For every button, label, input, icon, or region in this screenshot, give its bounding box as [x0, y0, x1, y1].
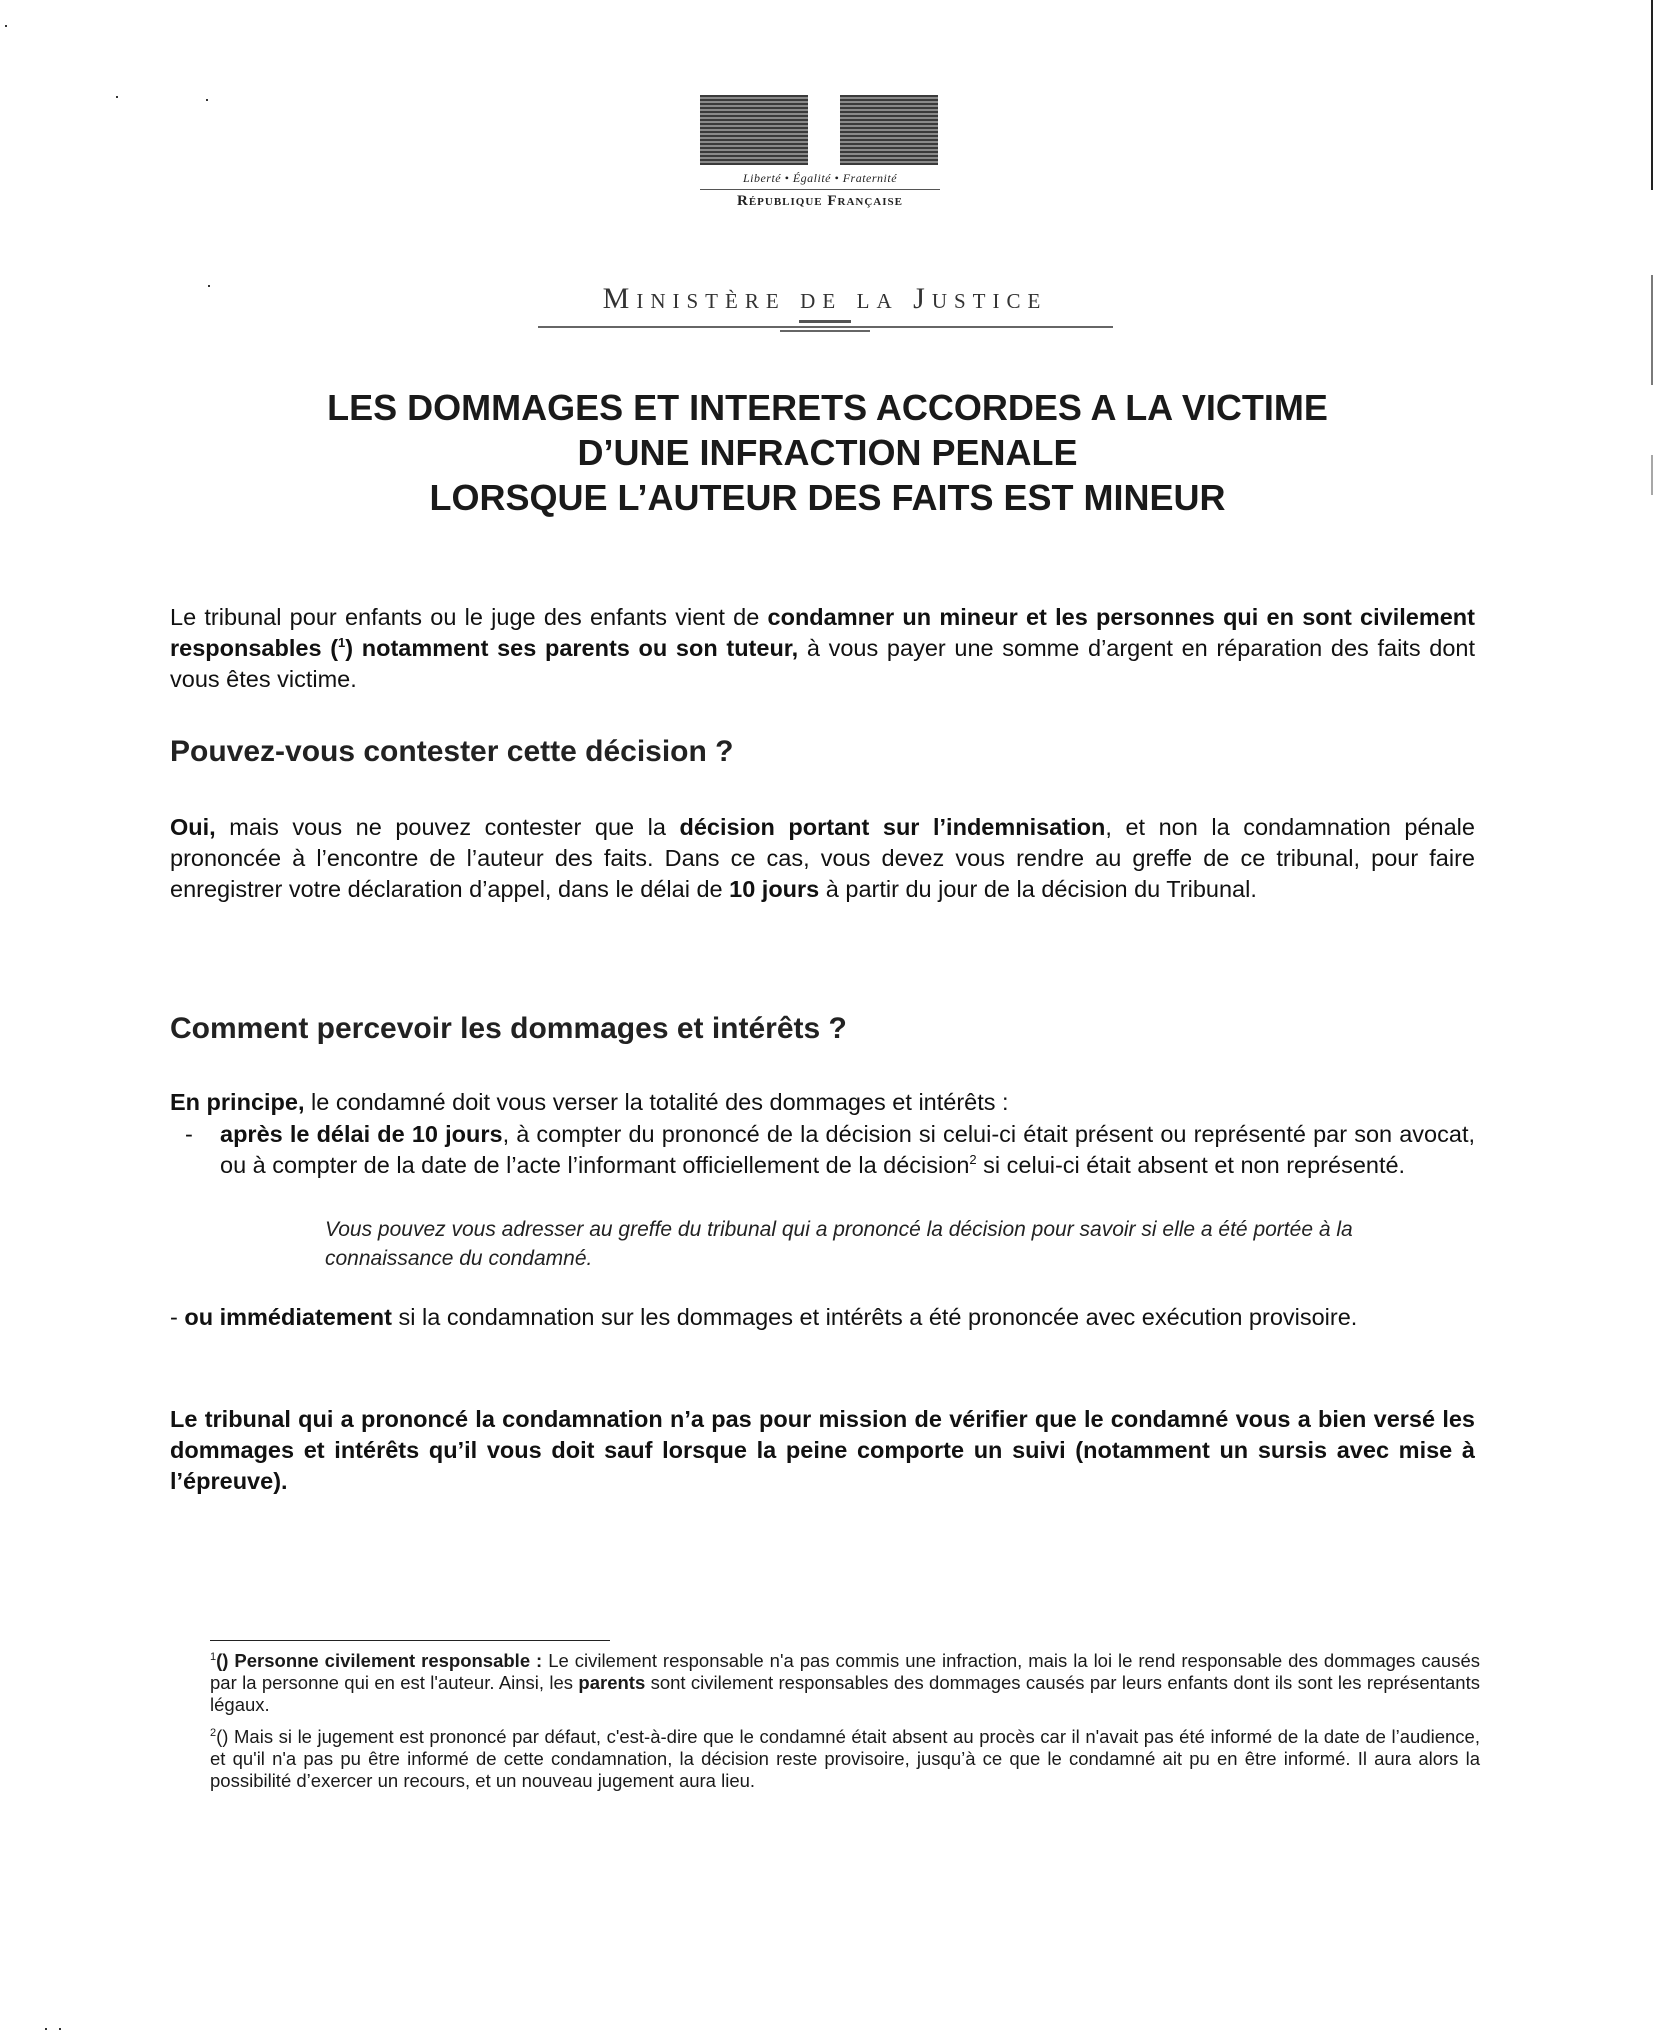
- footnote-1-term: Personne civilement responsable :: [228, 1650, 543, 1671]
- bullet1-bold: après le délai de 10 jours: [220, 1121, 503, 1147]
- ministry-name: Ministère de la Justice: [602, 282, 1048, 315]
- scan-speck: [45, 2028, 47, 2030]
- contest-paragraph: [170, 812, 1475, 905]
- scan-speck: [5, 25, 7, 27]
- ministry-rule-short: [799, 320, 851, 323]
- warning-paragraph: Le tribunal qui a prononcé la condamnation n’a pas pour mission de vérifier que le condamné vous a bien versé les dommages et intérêts qu’il vous doit sauf lorsque la peine comporte un suivi (notamment un sursis avec mise à l’épreuve).: [170, 1406, 1475, 1494]
- bullet1-text-2: si celui-ci était absent et non représenté.: [976, 1152, 1406, 1178]
- footnote-2-number: 2: [210, 1727, 217, 1739]
- footnote-2-marker: (): [216, 1726, 229, 1747]
- footnote-separator: [210, 1640, 610, 1641]
- title-line-2: D’UNE INFRACTION PENALE: [577, 432, 1078, 473]
- percevoir-intro: [170, 1087, 1475, 1118]
- scan-speck: [208, 285, 210, 287]
- bullet2-text: si la condamnation sur les dommages et intérêts a été prononcée avec exécution provisoire.: [391, 1304, 1358, 1330]
- republique-francaise-logo: [700, 95, 940, 210]
- ministry-rule-long: [538, 326, 1113, 328]
- intro-text-1: Le tribunal pour enfants ou le juge des enfants vient de: [170, 604, 768, 630]
- scan-speck: [59, 2028, 61, 2030]
- ministry-rule-bottom: [780, 330, 870, 332]
- intro-bold-2: ) notamment ses parents ou son tuteur,: [345, 635, 799, 661]
- footnote-ref-2[interactable]: 2: [969, 1152, 977, 1167]
- logo-divider: [700, 189, 940, 190]
- ministry-header: [500, 282, 1150, 332]
- emblem-right-block: [840, 95, 938, 165]
- list-item-immediate: [170, 1302, 1475, 1333]
- footnote-1: [210, 1650, 1480, 1716]
- footnote-1-bold-2: parents: [578, 1672, 646, 1693]
- logo-country: République Française: [737, 193, 903, 209]
- document-title: [170, 385, 1485, 520]
- footnote-2-text: Mais si le jugement est prononcé par défaut, c'est-à-dire que le condamné était absent au procès car il n'avait pas été informé de la date de l’audience, et qu'il n'a pas pu être informé de cette condamnation, la décision reste provisoire, jusqu’à ce que le condamné ait pu en être informé. Il aura alors la possibilité d’exercer un recours, et un nouveau jugement aura lieu.: [210, 1726, 1480, 1791]
- marianne-emblem-icon: [700, 95, 940, 165]
- footnote-1-text-2: sont civilement responsables des dommages causés par leurs enfants dont ils sont les représentants légaux.: [210, 1672, 1480, 1715]
- intro-bold-1: condamner un mineur et les personnes qui en sont civilement responsables (: [170, 604, 1475, 661]
- contest-bold-1: Oui,: [170, 814, 216, 840]
- italic-note: Vous pouvez vous adresser au greffe du tribunal qui a prononcé la décision pour savoir si elle a été portée à la connaissance du condamné.: [325, 1218, 1353, 1270]
- title-line-3: LORSQUE L’AUTEUR DES FAITS EST MINEUR: [429, 477, 1226, 518]
- contest-text-1: mais vous ne pouvez contester que la: [215, 814, 680, 840]
- footnote-ref-1[interactable]: 1: [338, 635, 346, 650]
- scan-edge-line: [1651, 455, 1653, 495]
- bullet2-bold: ou immédiatement: [184, 1304, 392, 1330]
- footnote-1-number: 1: [210, 1651, 217, 1663]
- percevoir-intro-bold: En principe,: [170, 1089, 305, 1115]
- heading-percevoir: Comment percevoir les dommages et intérêts ?: [170, 1012, 847, 1045]
- scan-edge-line: [1651, 0, 1653, 190]
- intro-text-2: à vous payer une somme d’argent en réparation des faits dont vous êtes victime.: [170, 635, 1475, 692]
- contest-bold-3: 10 jours: [729, 876, 820, 902]
- contest-text-2: , et non la condamnation pénale prononcée à l’encontre de l’auteur des faits. Dans ce cas, vous devez vous rendre au greffe de ce tribunal, pour faire enregistrer votre déclaration d’appel, dans le délai de: [170, 814, 1475, 902]
- contest-text-3: à partir du jour de la décision du Tribunal.: [819, 876, 1257, 902]
- bullet1-text-1: , à compter du prononcé de la décision si celui-ci était présent ou représenté par son avocat, ou à compter de la date de l’acte l’informant officiellement de la décision: [220, 1121, 1475, 1178]
- scan-speck: [116, 96, 118, 98]
- bullet-dash: -: [185, 1121, 193, 1147]
- list-item-after-delay: [185, 1119, 1475, 1181]
- heading-contest: Pouvez-vous contester cette décision ?: [170, 735, 734, 768]
- contest-bold-2: décision portant sur l’indemnisation: [679, 814, 1106, 840]
- emblem-left-block: [700, 95, 808, 165]
- scan-edge-line: [1651, 275, 1653, 385]
- footnote-1-marker: (): [216, 1650, 229, 1671]
- scan-speck: [206, 99, 208, 101]
- intro-paragraph: [170, 602, 1475, 695]
- title-line-1: LES DOMMAGES ET INTERETS ACCORDES A LA VICTIME: [327, 387, 1328, 428]
- bullet2-dash: -: [170, 1304, 185, 1330]
- percevoir-intro-text: le condamné doit vous verser la totalité des dommages et intérêts :: [304, 1089, 1009, 1115]
- footnote-1-text-1: Le civilement responsable n'a pas commis une infraction, mais la loi le rend responsable des dommages causés par la personne qui en est l'auteur. Ainsi, les: [210, 1650, 1481, 1693]
- logo-motto: Liberté • Égalité • Fraternité: [742, 171, 898, 185]
- bullet-text: [220, 1119, 1475, 1181]
- footnote-2: [210, 1726, 1480, 1792]
